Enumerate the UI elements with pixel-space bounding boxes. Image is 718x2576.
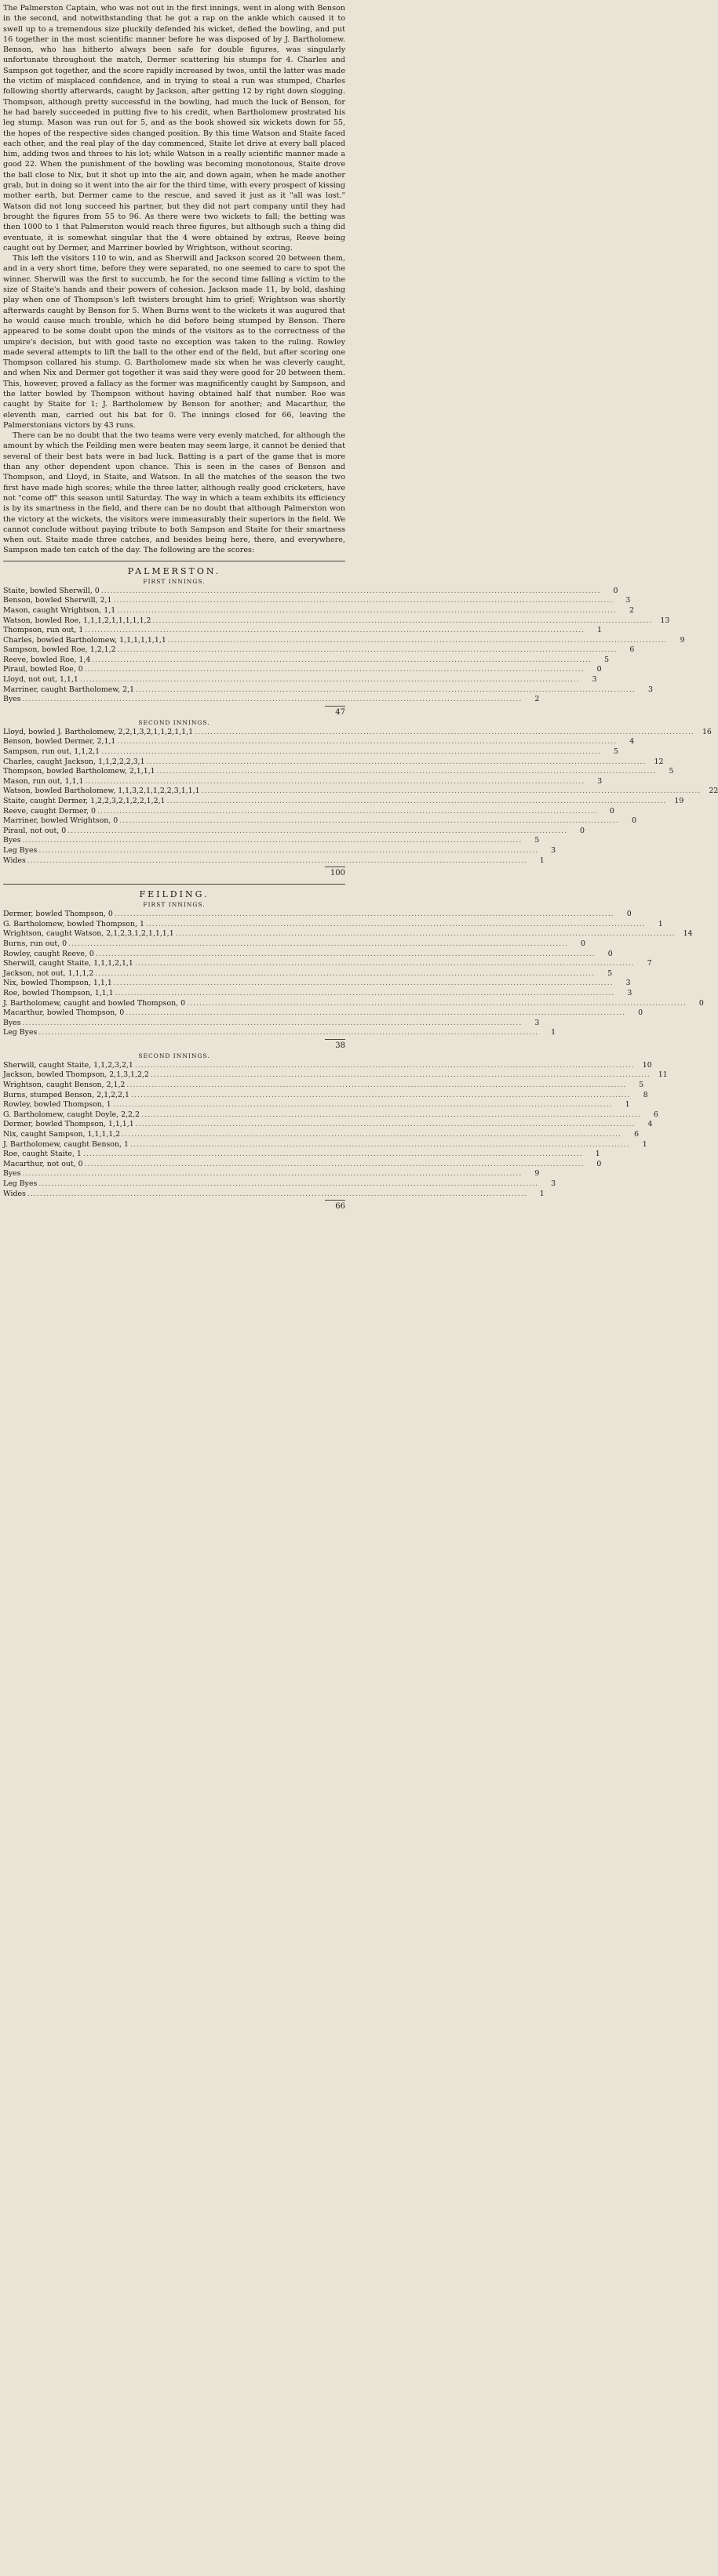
batsman-entry: Sherwill, caught Staite, 1,1,1,2,1,1 — [3, 959, 133, 968]
report-paragraph: The Palmerston Captain, who was not out in the first innings, went in along with Benson in the second, and notwithstanding that he got a rap on the ankle which caused it to swell up to a tremendous size pluckily defended his wicket, defied the bowling, and put 16 together in the most scientific manner before he was disposed of by J. Bartholomew. Benson, who has hitherto always been safe for double figures, was singularly unfortunate throughout the match, Dermer scattering his stumps for 4. Charles and Sampson got together, and the score rapidly increased by twos, until the latter was made the victim of misplaced confidence, and in trying to steal a run was stumped, Charles following shortly afterwards, caught by Jackson, after getting 12 by right down slogging. Thompson, although pretty successful in the bowling, had much the luck of Benson, for he had barely succeeded in putting five to his credit, when Bartholomew prostrated his leg stump. Mason was run out for 5, and as the book showed six wickets down for 55, the hopes of the respective sides changed position. By this time Watson and Staite faced each other, and the real play of the day commenced, Staite let drive at every ball placed him, adding twos and threes to his lot; while Watson in a really scientific manner made a good 22. When the punishment of the bowling was becoming monotonous, Staite drove the ball close to Nix, but it shot up into the air, and down again, when he made another grab, but in doing so it went into the air for the third time, with every prospect of kissing mother earth, but Dermer came to the rescue, and saved it just as it "all was lost." Watson did not long succeed his partner, but they did not part company until they had brought the figures from 55 to 96. As there were two wickets to fall; the betting was then 1000 to 1 that Palmerston would reach three figures, but although such a thing did eventuate, it is somewhat singular that the 4 were obtained by extras, Reeve being caught out by Dermer, and Marriner bowled by Wrightson, without scoring. — [3, 4, 345, 253]
runs-value: 0 — [580, 939, 585, 948]
score-row — [3, 1120, 653, 1130]
innings-heading: FIRST INNINGS. — [143, 577, 206, 585]
leader-dots — [90, 656, 593, 666]
leader-dots — [151, 616, 654, 627]
team-heading: PALMERSTON. — [127, 565, 221, 576]
runs-value: 3 — [625, 596, 631, 605]
runs-value: 6 — [634, 1130, 640, 1139]
batsman-entry: Charles, bowled Bartholomew, 1,1,1,1,1,1,1 — [3, 635, 166, 645]
runs-value: 3 — [534, 1018, 540, 1027]
score-row — [3, 1150, 600, 1160]
leader-dots — [82, 1150, 585, 1160]
runs-value: 3 — [647, 685, 653, 694]
batsman-entry: Burns, run out, 0 — [3, 939, 67, 948]
score-row — [3, 757, 664, 768]
leader-dots — [111, 1100, 614, 1110]
score-row — [3, 998, 704, 1009]
leader-dots — [155, 767, 658, 777]
leader-dots — [112, 979, 615, 989]
leader-dots — [124, 1008, 627, 1019]
batsman-entry: Reeve, bowled Roe, 1,4 — [3, 655, 91, 664]
batsman-entry: Byes — [3, 1169, 21, 1179]
leader-dots — [129, 1140, 632, 1150]
runs-value: 5 — [534, 836, 540, 845]
leader-dots — [83, 626, 586, 636]
runs-value: 1 — [539, 856, 545, 865]
score-row — [3, 949, 613, 960]
score-row — [3, 959, 652, 969]
batsman-entry: Byes — [3, 1018, 21, 1027]
leader-dots — [78, 675, 581, 685]
runs-value: 0 — [607, 949, 613, 958]
runs-value: 3 — [551, 1179, 556, 1189]
score-row — [3, 596, 631, 606]
runs-value: 0 — [626, 910, 632, 919]
report-paragraph: There can be no doubt that the two teams were very evenly matched, for although the amount by which the Feilding men were beaten may seem large, it cannot be denied that several of their best bats were in bad luck. Batting is a part of the game that is more than any other dependent upon chance. This is seen in the cases of Benson and Thompson, and Lloyd, in Staite, and Watson. In all the matches of the season the two first have made high scores; while the three latter, although really good cricketers, have not "come off" this season until Saturday. The way in which a team exhibits its efficiency is by its smartness in the field, and there can be no doubt that although Palmerston won the victory at the wickets, the visitors were immeasurably their superiors in the field. We cannot conclude without paying tribute to both Sampson and Staite for their smartness when out. Staite made three catches, and besides being here, there, and everywhere, Sampson made ten catch of the day. The following are the scores: — [3, 431, 345, 555]
leader-dots — [115, 606, 618, 616]
score-row — [3, 776, 603, 787]
batsman-entry: Burns, stumped Benson, 2,1,2,2,1 — [3, 1090, 129, 1099]
runs-value: 1 — [642, 1139, 647, 1149]
report-paragraph: This left the visitors 110 to win, and as Sherwill and Jackson scored 20 between them, and in a very short time, before they were separated, no one seemed to care to spot the winner. Sherwill was the first to succumb, he for the second time falling a victim to the size of Staite's hands and their powers of cohesion. Jackson made 11, by bold, dashing play when one of Thompson's left twisters brought him to grief; Wrightson was shortly afterwards caught by Benson for 5. When Burns went to the wickets it was augured that he would cause much trouble, which he did before being stumped by Benson. There appeared to be some doubt upon the minds of the visitors as to the correctness of the umpire's decision, but with good taste no exception was taken to the ruling. Rowley made several attempts to lift the ball to the other end of the field, but after scoring one Thompson collared his stump. G. Bartholomew made six when he was cleverly caught, and when Nix and Dermer got together it was said they were good for 20 between them. This, however, proved a fallacy as the former was magnificently caught by Sampson, and the latter bowled by Thompson without having obtained half that number. Roe was caught by Staite for 1; J. Bartholomew by Benson for another; and Macarthur, the eleventh man, carried out his bat for 0. The innings closed for 66, leaving the Palmerstonians victors by 43 runs. — [3, 254, 345, 430]
batsman-entry: Staite, caught Dermer, 1,2,2,3,2,1,2,2,1,2,1 — [3, 797, 166, 806]
batsman-entry: J. Bartholomew, caught and bowled Thompson, 0 — [3, 998, 186, 1008]
runs-value: 5 — [669, 767, 674, 776]
score-row — [3, 988, 632, 999]
innings-total: 66 — [325, 1200, 345, 1212]
batsman-entry: Byes — [3, 836, 21, 845]
leader-dots — [112, 596, 615, 606]
batsman-entry: G. Bartholomew, bowled Thompson, 1 — [3, 919, 144, 928]
leader-dots — [113, 910, 616, 920]
batsman-entry: Thompson, bowled Bartholomew, 2,1,1,1 — [3, 767, 155, 776]
leader-dots — [21, 1019, 524, 1029]
score-row — [3, 1110, 658, 1121]
score-row — [3, 1159, 602, 1170]
leader-dots — [193, 728, 696, 738]
score-row — [3, 1070, 668, 1081]
batsman-entry: Reeve, caught Dermer, 0 — [3, 806, 96, 816]
batsman-entry: Nix, bowled Thompson, 1,1,1 — [3, 979, 112, 988]
team-heading: FEILDING. — [139, 889, 210, 900]
leader-dots — [67, 939, 570, 950]
batsman-entry: Mason, caught Wrightson, 1,1 — [3, 605, 116, 615]
leader-dots — [174, 929, 677, 939]
runs-value: 10 — [642, 1060, 652, 1070]
batsman-entry: Piraul, bowled Roe, 0 — [3, 665, 83, 674]
runs-value: 0 — [609, 806, 614, 816]
score-row — [3, 695, 540, 705]
runs-value: 5 — [604, 655, 610, 664]
runs-value: 5 — [613, 747, 618, 757]
innings-total-row — [3, 1039, 345, 1052]
batsman-entry: Byes — [3, 695, 21, 704]
runs-value: 3 — [627, 988, 632, 997]
runs-value: 4 — [629, 737, 635, 747]
runs-value: 0 — [596, 665, 602, 674]
section-rule — [3, 884, 345, 885]
innings-total: 38 — [325, 1039, 345, 1052]
score-row — [3, 979, 631, 989]
leader-dots — [83, 1160, 586, 1170]
batsman-entry: Leg Byes — [3, 845, 38, 855]
score-row — [3, 816, 637, 827]
score-row — [3, 767, 674, 777]
score-row — [3, 1008, 643, 1019]
score-row — [3, 645, 635, 656]
runs-value: 2 — [534, 695, 540, 704]
runs-value: 4 — [647, 1120, 653, 1129]
score-row — [3, 929, 693, 939]
leader-dots — [21, 695, 524, 705]
batsman-entry: Watson, bowled Bartholomew, 1,1,3,2,1,1,2,2,3,1,1,1 — [3, 787, 200, 796]
score-row — [3, 968, 613, 979]
runs-value: 22 — [709, 787, 718, 796]
leader-dots — [94, 950, 597, 960]
score-list — [3, 727, 718, 866]
score-row — [3, 856, 545, 867]
batsman-entry: Nix, caught Sampson, 1,1,1,1,2 — [3, 1130, 121, 1139]
leader-dots — [120, 1130, 623, 1140]
score-row — [3, 1081, 644, 1091]
runs-value: 16 — [702, 727, 712, 736]
score-list — [3, 1060, 668, 1199]
score-row — [3, 1060, 652, 1071]
score-row — [3, 626, 603, 636]
runs-value: 11 — [658, 1070, 668, 1080]
runs-value: 6 — [629, 645, 635, 655]
batsman-entry: Sampson, run out, 1,1,2,1 — [3, 747, 100, 757]
score-row — [3, 836, 540, 846]
leader-dots — [166, 636, 669, 646]
score-row — [3, 910, 632, 920]
leader-dots — [200, 787, 703, 797]
runs-value: 5 — [639, 1081, 644, 1090]
runs-value: 3 — [625, 979, 631, 988]
leader-dots — [96, 807, 599, 817]
runs-value: 9 — [534, 1169, 540, 1179]
innings-total: 100 — [325, 867, 345, 879]
runs-value: 8 — [643, 1090, 648, 1099]
batsman-entry: Benson, bowled Dermer, 2,1,1 — [3, 737, 116, 747]
runs-value: 0 — [638, 1008, 643, 1018]
score-list — [3, 586, 685, 705]
innings-total-row — [3, 706, 345, 718]
leader-dots — [133, 1061, 636, 1071]
runs-value: 0 — [580, 826, 585, 835]
batsman-entry: Dermer, bowled Thompson, 1,1,1,1 — [3, 1120, 134, 1129]
runs-value: 19 — [674, 797, 684, 806]
batsman-entry: J. Bartholomew, caught Benson, 1 — [3, 1139, 129, 1149]
batsman-entry: Benson, bowled Sherwill, 2,1 — [3, 596, 112, 605]
batsman-entry: Thompson, run out, 1 — [3, 626, 84, 635]
runs-value: 1 — [625, 1100, 630, 1110]
score-row — [3, 635, 685, 646]
runs-value: 6 — [653, 1110, 658, 1119]
leader-dots — [185, 999, 688, 1009]
runs-value: 5 — [607, 968, 613, 978]
score-row — [3, 806, 614, 817]
leader-dots — [134, 1120, 637, 1130]
score-row — [3, 797, 684, 807]
leader-dots — [125, 1081, 628, 1091]
leader-dots — [100, 587, 603, 597]
batsman-entry: Lloyd, not out, 1,1,1 — [3, 675, 78, 685]
runs-value: 1 — [551, 1028, 556, 1037]
runs-value: 2 — [629, 605, 634, 615]
batsman-entry: Roe, bowled Thompson, 1,1,1 — [3, 988, 114, 997]
score-row — [3, 939, 585, 950]
batsman-entry: Macarthur, not out, 0 — [3, 1159, 83, 1168]
scores-section — [3, 561, 718, 1212]
score-row — [3, 826, 585, 837]
leader-dots — [37, 1028, 540, 1038]
leader-dots — [83, 665, 586, 675]
batsman-entry: Jackson, bowled Thompson, 2,1,3,1,2,2 — [3, 1070, 149, 1080]
score-row — [3, 1100, 630, 1110]
innings-heading: SECOND INNINGS. — [138, 718, 210, 726]
leader-dots — [118, 816, 621, 827]
batsman-entry: Macarthur, bowled Thompson, 0 — [3, 1008, 125, 1018]
runs-value: 7 — [647, 959, 652, 968]
batsman-entry: Rowley, bowled Thompson, 1 — [3, 1100, 111, 1110]
batsman-entry: Wides — [3, 1189, 26, 1198]
leader-dots — [116, 645, 619, 656]
score-row — [3, 685, 653, 696]
batsman-entry: Sampson, bowled Roe, 1,2,1,2 — [3, 645, 116, 655]
leader-dots — [114, 989, 617, 999]
score-row — [3, 747, 618, 758]
leader-dots — [21, 1169, 524, 1179]
innings-total-row — [3, 1200, 345, 1212]
runs-value: 13 — [660, 616, 670, 625]
innings-total: 47 — [325, 706, 345, 718]
leader-dots — [37, 846, 540, 856]
leader-dots — [26, 856, 529, 867]
leader-dots — [66, 827, 569, 837]
leader-dots — [134, 685, 637, 696]
leader-dots — [140, 1110, 643, 1121]
score-row — [3, 1028, 556, 1038]
runs-value: 0 — [613, 586, 618, 595]
innings-heading: SECOND INNINGS. — [138, 1052, 210, 1059]
batsman-entry: Marriner, bowled Wrightson, 0 — [3, 816, 118, 826]
score-row — [3, 737, 635, 747]
leader-dots — [144, 920, 647, 930]
runs-value: 0 — [698, 998, 704, 1008]
batsman-entry: Dermer, bowled Thompson, 0 — [3, 910, 113, 919]
batsman-entry: Staite, bowled Sherwill, 0 — [3, 586, 100, 595]
leader-dots — [83, 777, 586, 787]
innings-total-row — [3, 867, 345, 879]
leader-dots — [133, 959, 636, 969]
batsman-entry: G. Bartholomew, caught Doyle, 2,2,2 — [3, 1110, 140, 1119]
batsman-entry: Lloyd, bowled J. Bartholomew, 2,2,1,3,2,1,1,2,1,1,1 — [3, 727, 194, 736]
batsman-entry: Marriner, caught Bartholomew, 2,1 — [3, 685, 135, 694]
score-row — [3, 675, 597, 685]
score-row — [3, 605, 634, 616]
score-row — [3, 1018, 540, 1029]
batsman-entry: Leg Byes — [3, 1179, 38, 1189]
score-row — [3, 616, 670, 627]
innings-heading: FIRST INNINGS. — [143, 901, 206, 909]
leader-dots — [37, 1179, 540, 1190]
batsman-entry: Watson, bowled Roe, 1,1,1,2,1,1,1,1,1,2 — [3, 616, 151, 625]
runs-value: 0 — [596, 1159, 602, 1168]
batsman-entry: Wrightson, caught Watson, 2,1,2,3,1,2,1,1,1,1 — [3, 929, 174, 939]
score-row — [3, 586, 618, 597]
leader-dots — [26, 1190, 529, 1200]
score-row — [3, 1139, 647, 1150]
runs-value: 1 — [658, 919, 663, 928]
score-row — [3, 727, 712, 738]
runs-value: 9 — [680, 635, 685, 645]
score-row — [3, 919, 663, 930]
runs-value: 1 — [539, 1189, 545, 1198]
leader-dots — [129, 1091, 632, 1101]
batsman-entry: Leg Byes — [3, 1028, 38, 1037]
runs-value: 1 — [595, 1150, 600, 1159]
leader-dots — [93, 969, 596, 979]
batsman-entry: Mason, run out, 1,1,1 — [3, 776, 84, 786]
runs-value: 3 — [551, 845, 556, 855]
batsman-entry: Sherwill, caught Staite, 1,1,2,3,2,1 — [3, 1060, 133, 1070]
runs-value: 12 — [654, 757, 664, 766]
score-list — [3, 910, 704, 1038]
batsman-entry: Wrightson, caught Benson, 2,1,2 — [3, 1081, 126, 1090]
leader-dots — [21, 836, 524, 846]
score-row — [3, 845, 556, 856]
leader-dots — [166, 797, 669, 807]
score-row — [3, 655, 610, 666]
score-row — [3, 1179, 556, 1190]
batsman-entry: Piraul, not out, 0 — [3, 826, 67, 835]
score-row — [3, 665, 602, 675]
leader-dots — [115, 737, 618, 747]
score-row — [3, 1130, 640, 1140]
batsman-entry: Wides — [3, 856, 26, 865]
leader-dots — [149, 1070, 652, 1081]
batsman-entry: Jackson, not out, 1,1,1,2 — [3, 968, 94, 978]
runs-value: 3 — [597, 776, 603, 786]
batsman-entry: Charles, caught Jackson, 1,1,2,2,2,3,1 — [3, 757, 145, 766]
runs-value: 3 — [592, 675, 597, 685]
runs-value: 14 — [683, 929, 693, 939]
score-row — [3, 1090, 648, 1101]
runs-value: 1 — [597, 626, 603, 635]
batsman-entry: Rowley, caught Reeve, 0 — [3, 949, 94, 958]
leader-dots — [100, 747, 603, 758]
leader-dots — [145, 758, 648, 768]
runs-value: 0 — [632, 816, 637, 826]
score-row — [3, 787, 718, 797]
score-row — [3, 1169, 540, 1179]
batsman-entry: Roe, caught Staite, 1 — [3, 1150, 82, 1159]
score-row — [3, 1189, 545, 1200]
